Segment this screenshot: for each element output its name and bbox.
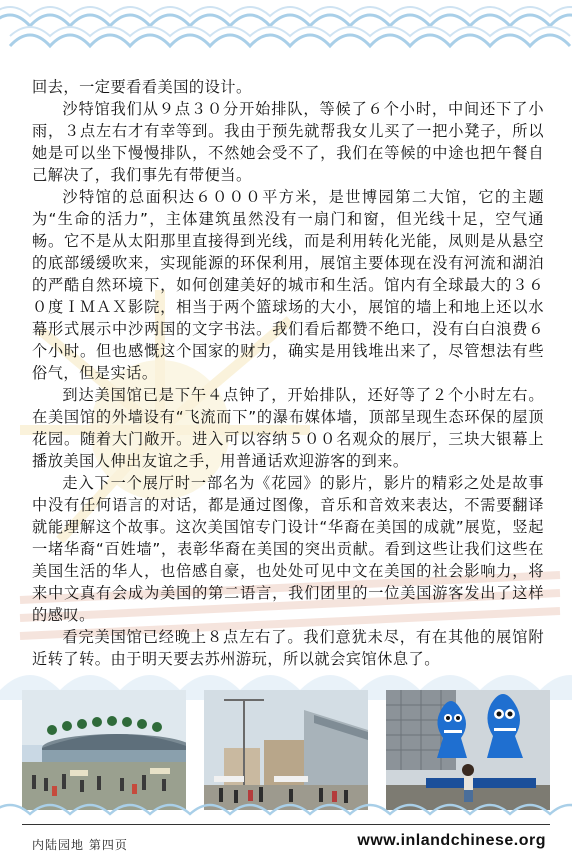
footer-page-label: 内陆园地 第四页 [32, 838, 128, 852]
photo-strip [22, 690, 550, 810]
footer-website-link[interactable]: www.inlandchinese.org [357, 832, 546, 849]
paragraph-3: 沙特馆的总面积达６０００平方米，是世博园第二大馆，它的主题为“生命的活力”，主体建筑虽然没有一扇门和窗，但光线十足，空气通畅。它不是从太阳那里直接得到光线，而是利用转化光能，凤则是从悬空的底部缓缓吹来，实现能源的环保利用，展馆主要体现在没有河流和湖泊的严酷自然环境下，如何创建美好的城市和生活。馆内有全球最大的３６０度ＩＭＡＸ影院，相当于两个篮球场的大小，展馆的墙上和地上还以水幕形式展示中沙两国的文字书法。我们看后都赞不绝口，没有白白浪费６个小时。但也感慨这个国家的财力，确实是用钱堆出来了，尽管想法有些俗气，但是实话。 [32, 188, 544, 382]
paragraph-5: 走入下一个展厅时一部名为《花园》的影片，影片的精彩之处是故事中没有任何语言的对话，都是通过图像，音乐和音效来表达，不需要翻译就能理解这个故事。这次美国馆专门设计“华裔在美国的成就”展览，竖起一堵华裔“百姓墙”，表彰华裔在美国的突出贡献。看到这些让我们这些在美国生活的华人，也倍感自豪，也处处可见中文在美国的社会影响力，将来中文真有会成为美国的第二语言，我们团里的一位美国游客发出了这样的感叹。 [32, 474, 544, 624]
paragraph-2: 沙特馆我们从９点３０分开始排队，等候了６个小时，中间还下了小雨，３点左右才有幸等到。我由于预先就帮我女儿买了一把小凳子，所以她是可以坐下慢慢排队，不然她会受不了，我们在等候的中途也把午餐自己解决了，我们事先有带便当。 [32, 100, 544, 184]
paragraph-1: 回去，一定要看看美国的设计。 [32, 78, 252, 96]
article-body [32, 76, 544, 670]
footer-divider [22, 824, 550, 825]
usa-pavilion-photo [204, 690, 368, 810]
saudi-pavilion-photo [22, 690, 186, 810]
haibao-mascot-photo [386, 690, 550, 810]
paragraph-4: 到达美国馆已是下午４点钟了，开始排队，还好等了２个小时左右。在美国馆的外墙设有“飞流而下”的瀑布媒体墙，顶部呈现生态环保的屋顶花园。随着大门敞开。进入可以容纳５００名观众的展厅，三块大银幕上播放美国人伸出友谊之手，用普通话欢迎游客的到来。 [32, 386, 544, 470]
bottom-wave-border [0, 798, 572, 820]
top-wave-border [0, 0, 572, 56]
paragraph-6: 看完美国馆已经晚上８点左右了。我们意犹未尽，有在其他的展馆附近转了转。由于明天要去苏州游玩，所以就会宾馆休息了。 [32, 628, 544, 668]
